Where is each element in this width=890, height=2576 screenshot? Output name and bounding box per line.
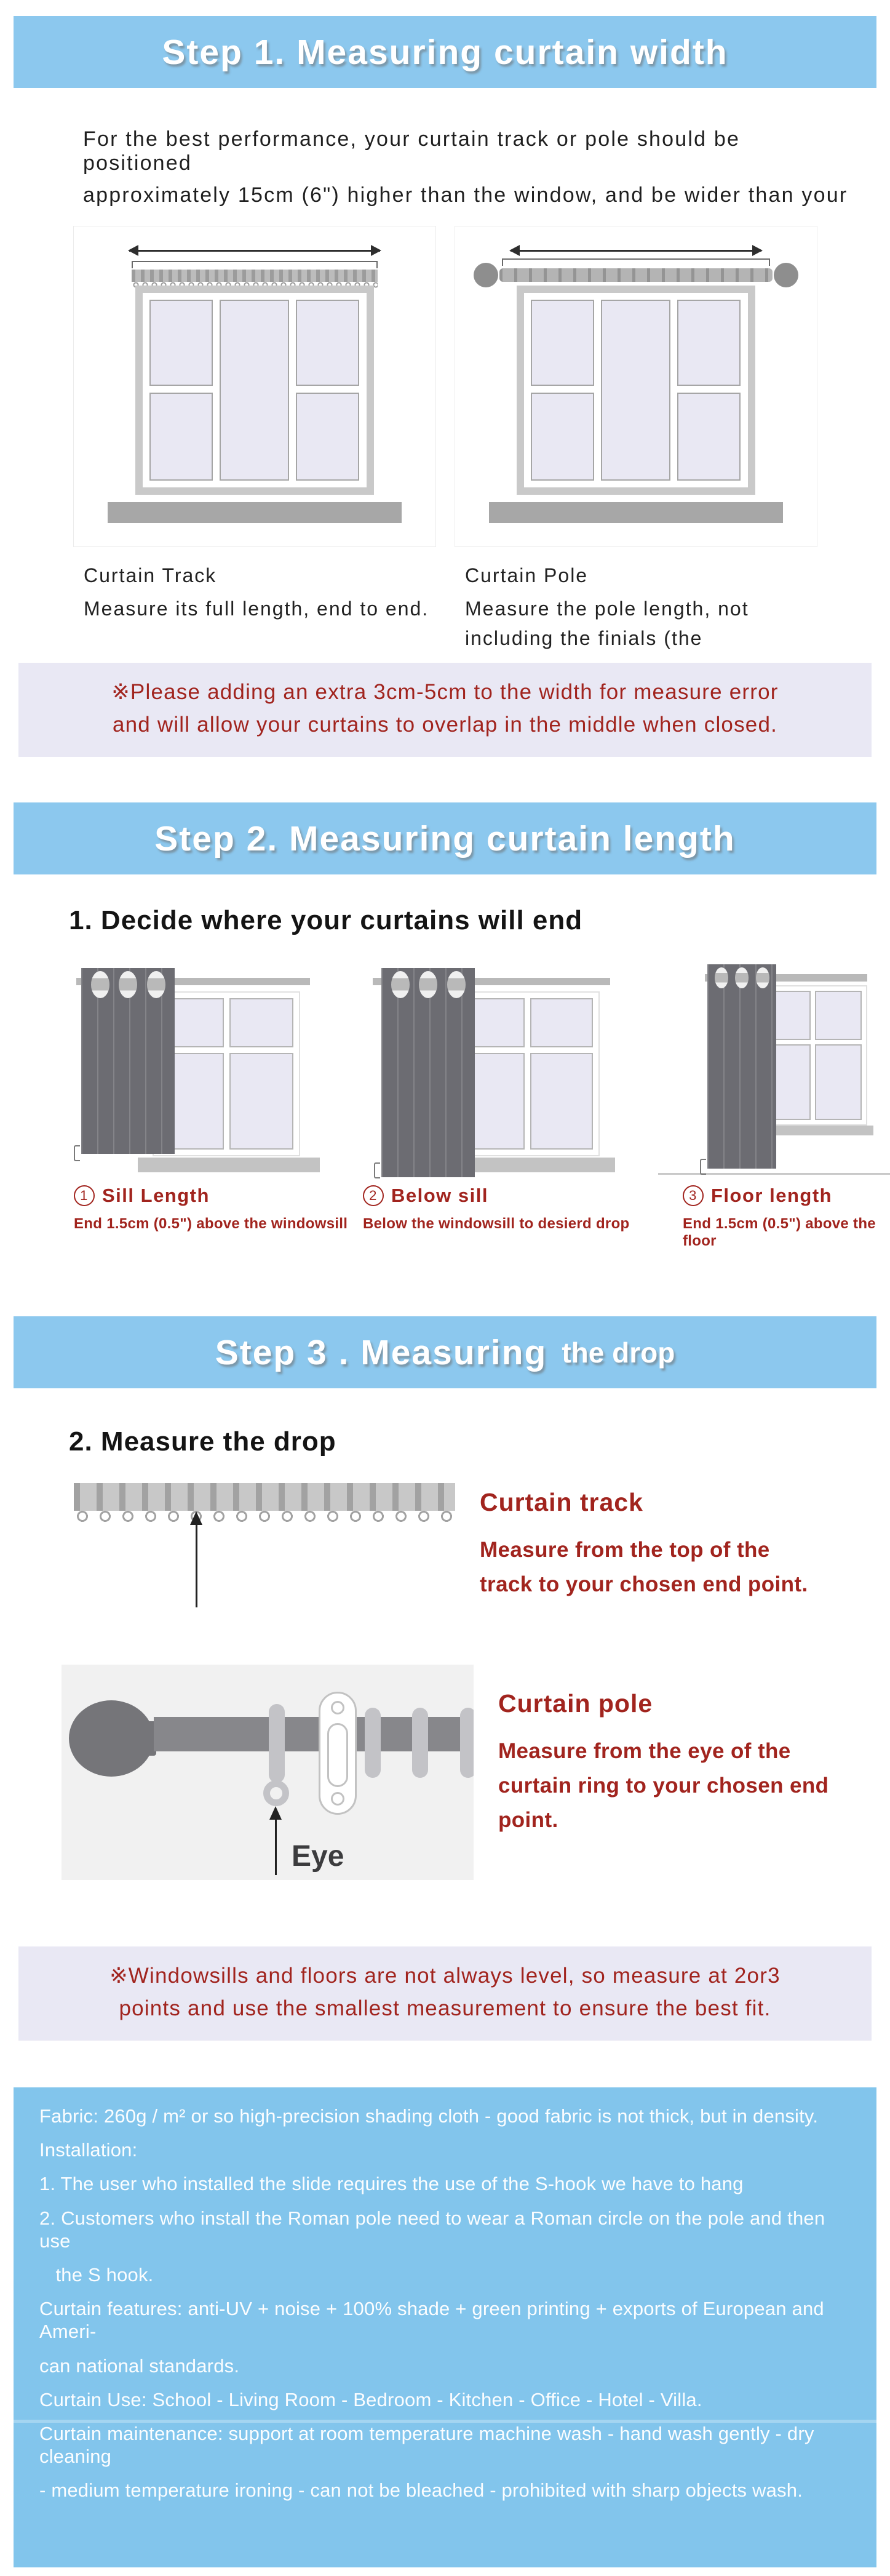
sill-length-title-text: Sill Length [102, 1185, 210, 1206]
window-pane [220, 300, 288, 481]
sill-length-caption [74, 1185, 363, 1250]
width-arrow-icon [129, 250, 380, 252]
curtain-pole-body-line: curtain ring to your chosen end [498, 1774, 829, 1798]
curtain-pole-illustration [455, 226, 817, 547]
circled-number-icon: 2 [363, 1185, 384, 1206]
step1-illustrations [0, 226, 890, 547]
curtain-track-title: Curtain track [480, 1488, 643, 1516]
grommet-icon [147, 971, 165, 998]
floor-length-caption-title [683, 1185, 880, 1207]
step1-banner-title: Step 1. Measuring curtain width [162, 32, 728, 72]
curtain-pole-drop-illustration [62, 1665, 474, 1880]
screw-icon [331, 1792, 344, 1806]
window-column [601, 300, 670, 481]
step2-heading: 1. Decide where your curtains will end [69, 905, 583, 935]
wall-bracket-graphic [319, 1692, 357, 1815]
windowsill-graphic [108, 502, 402, 523]
grommet-icon [735, 967, 749, 988]
window-graphic [517, 286, 755, 495]
width-note-box [18, 663, 872, 757]
level-note-box [18, 1946, 872, 2041]
curtain-pole-title: Curtain pole [498, 1689, 653, 1718]
footer-installation-heading: Installation: [39, 2139, 138, 2161]
intro-line-1: For the best performance, your curtain track or pole should be positioned [83, 127, 741, 175]
window-pane [530, 1053, 593, 1150]
below-sill-caption [363, 1185, 683, 1250]
track-hooks-graphic [74, 1511, 455, 1524]
window-pane [815, 1044, 862, 1120]
footer-installation-step-2: 2. Customers who install the Roman pole need to wear a Roman circle on the pole and then use [39, 2207, 831, 2252]
curtain-pole-caption-title: Curtain Pole [465, 564, 589, 586]
window-column [220, 300, 288, 481]
window-pane [229, 1053, 294, 1150]
window-inner [524, 293, 748, 487]
footer-maintenance-line-cont: - medium temperature ironing - can not be bleached - prohibited with sharp objects wash. [39, 2479, 803, 2502]
curtain-track-body-line: Measure from the top of the [480, 1538, 770, 1562]
window-pane [677, 393, 741, 481]
sill-length-figure [74, 956, 363, 1177]
grommet-icon [419, 971, 437, 998]
curtain-ring-graphic [269, 1704, 285, 1783]
grommet-icon [391, 971, 410, 998]
curtain-pole-measure-row [62, 1665, 865, 1880]
curtain-grommets [381, 968, 475, 998]
step2-banner [14, 802, 876, 874]
window-pane [531, 300, 595, 386]
width-note-line-1: ※Please adding an extra 3cm-5cm to the width for measure error [111, 680, 779, 704]
window-column [530, 998, 593, 1150]
pole-finial-left [474, 263, 498, 287]
step3-heading: 2. Measure the drop [69, 1426, 336, 1457]
curtain-pole-body-line: Measure from the eye of the [498, 1739, 791, 1763]
step3-banner-title: Step 3 . Measuring [215, 1332, 547, 1372]
grommet-icon [756, 967, 769, 988]
step2-banner-title: Step 2. Measuring curtain length [154, 818, 736, 858]
width-arrow-icon [511, 250, 761, 252]
curtain-pole-caption [454, 561, 817, 653]
eye-label: Eye [292, 1840, 344, 1873]
curtain-panel-graphic [81, 968, 175, 1154]
window-pane [531, 393, 595, 481]
below-sill-caption-desc: Below the windowsill to desierd drop [363, 1215, 630, 1232]
footer-fabric-line: Fabric: 260g / m² or so high-precision shading cloth - good fabric is not thick, but in density. [39, 2105, 819, 2127]
curtain-track-graphic [132, 270, 378, 282]
grommet-icon [119, 971, 137, 998]
curtain-panel-graphic [381, 968, 475, 1177]
curtain-track-caption-line: Measure its full length, end to end. [84, 598, 429, 620]
grommet-icon [91, 971, 109, 998]
curtain-ring-graphic [460, 1708, 474, 1778]
windowsill-graphic [489, 502, 783, 523]
below-sill-title-text: Below sill [391, 1185, 488, 1206]
step3-banner-subtitle: the drop [562, 1336, 675, 1369]
step1-banner [14, 16, 876, 88]
footer-installation-step-1: 1. The user who installed the slide requires the use of the S-hook we have to hang [39, 2173, 744, 2195]
up-arrow-icon [275, 1809, 277, 1875]
sill-length-caption-desc: End 1.5cm (0.5") above the windowsill [74, 1215, 348, 1232]
below-sill-figure [363, 956, 683, 1177]
curtain-pole-body-line: point. [498, 1808, 558, 1832]
curtain-track-body [480, 1533, 808, 1602]
window-inner [143, 293, 367, 487]
curtain-length-captions [74, 1185, 890, 1250]
curtain-track-measure-row [74, 1483, 865, 1609]
window-pane [149, 300, 213, 386]
sill-length-figure-wrap [74, 956, 363, 1177]
sill-length-caption-title [74, 1185, 363, 1207]
curtain-panel-graphic [707, 964, 776, 1169]
intro-line-2: approximately 15cm (6") higher than the window, and be wider than your [83, 183, 848, 207]
windowsill-graphic [138, 1158, 320, 1172]
floor-length-figure-wrap [683, 956, 867, 1177]
window-pane [601, 300, 670, 481]
curtain-grommets [707, 964, 776, 988]
curtain-pole-caption-line: including the finials (the [465, 627, 703, 649]
circled-number-icon: 1 [74, 1185, 95, 1206]
footer-use-line: Curtain Use: School - Living Room - Bedroom - Kitchen - Office - Hotel - Villa. [39, 2388, 702, 2410]
below-sill-caption-title [363, 1185, 683, 1207]
width-note-line-2: and will allow your curtains to overlap in the middle when closed. [112, 712, 778, 737]
footer-installation-step-2-cont: the S hook. [39, 2263, 154, 2286]
window-pane [296, 300, 360, 386]
floor-length-caption-desc: End 1.5cm (0.5") above the floor [683, 1215, 876, 1249]
step1-captions [73, 561, 890, 653]
window-column [677, 300, 741, 481]
up-arrow-icon [196, 1514, 197, 1607]
section-seam-divider [14, 2420, 876, 2423]
level-note-line-1: ※Windowsills and floors are not always level, so measure at 2or3 [109, 1964, 781, 1988]
window-pane [677, 300, 741, 386]
measure-bracket [132, 261, 378, 268]
curtain-track-text [480, 1483, 808, 1609]
curtain-pole-graphic [499, 268, 773, 282]
window-pane [149, 393, 213, 481]
screw-icon [331, 1701, 344, 1714]
window-column [229, 998, 294, 1150]
measure-end-tick [374, 1162, 380, 1178]
window-pane [815, 991, 862, 1040]
floor-length-title-text: Floor length [711, 1185, 833, 1206]
level-note-line-2: points and use the smallest measurement to ensure the best fit. [119, 1996, 771, 2020]
window-column [149, 300, 213, 481]
curtain-track-body-line: track to your chosen end point. [480, 1572, 808, 1596]
measure-end-tick [74, 1145, 80, 1161]
curtain-ring-graphic [412, 1708, 428, 1778]
small-window-graphic [153, 991, 300, 1156]
product-details-footer [14, 2087, 876, 2567]
curtain-track-drop-illustration [74, 1483, 455, 1609]
track-bar-graphic [74, 1483, 455, 1511]
measure-bracket [502, 258, 770, 266]
window-column [531, 300, 595, 481]
pole-finial-ball [69, 1700, 154, 1777]
curtain-length-illustrations [74, 956, 890, 1177]
measure-end-tick [700, 1159, 706, 1175]
window-graphic [135, 286, 374, 495]
below-sill-figure-wrap [363, 956, 683, 1177]
footer-features-line: Curtain features: anti-UV + noise + 100% shade + green printing + exports of European and Ameri- [39, 2298, 828, 2343]
curtain-pole-body [498, 1734, 828, 1838]
ring-eye-graphic [263, 1780, 289, 1806]
footer-maintenance-line: Curtain maintenance: support at room temperature machine wash - hand wash gently - dry cleaning [39, 2422, 820, 2468]
floor-length-caption [683, 1185, 880, 1250]
curtain-pole-text [498, 1665, 828, 1880]
curtain-grommets [81, 968, 175, 998]
pole-finial-right [774, 263, 798, 287]
circled-number-icon: 3 [683, 1185, 704, 1206]
grommet-icon [715, 967, 728, 988]
footer-features-line-cont: can national standards. [39, 2354, 240, 2377]
small-window-graphic [455, 991, 600, 1156]
floor-line-graphic [658, 1173, 890, 1175]
window-pane [229, 998, 294, 1047]
curtain-track-illustration [73, 226, 436, 547]
intro-paragraph [83, 127, 853, 207]
bracket-slot [327, 1723, 348, 1787]
curtain-track-caption-title: Curtain Track [84, 564, 217, 586]
grommet-icon [447, 971, 466, 998]
window-pane [530, 998, 593, 1047]
floor-length-figure [683, 956, 867, 1177]
step3-banner [14, 1316, 876, 1388]
curtain-pole-caption-line: Measure the pole length, not [465, 598, 749, 620]
window-pane [296, 393, 360, 481]
curtain-track-caption [73, 561, 435, 653]
window-column [296, 300, 360, 481]
curtain-ring-graphic [365, 1708, 381, 1778]
window-column [815, 991, 862, 1120]
